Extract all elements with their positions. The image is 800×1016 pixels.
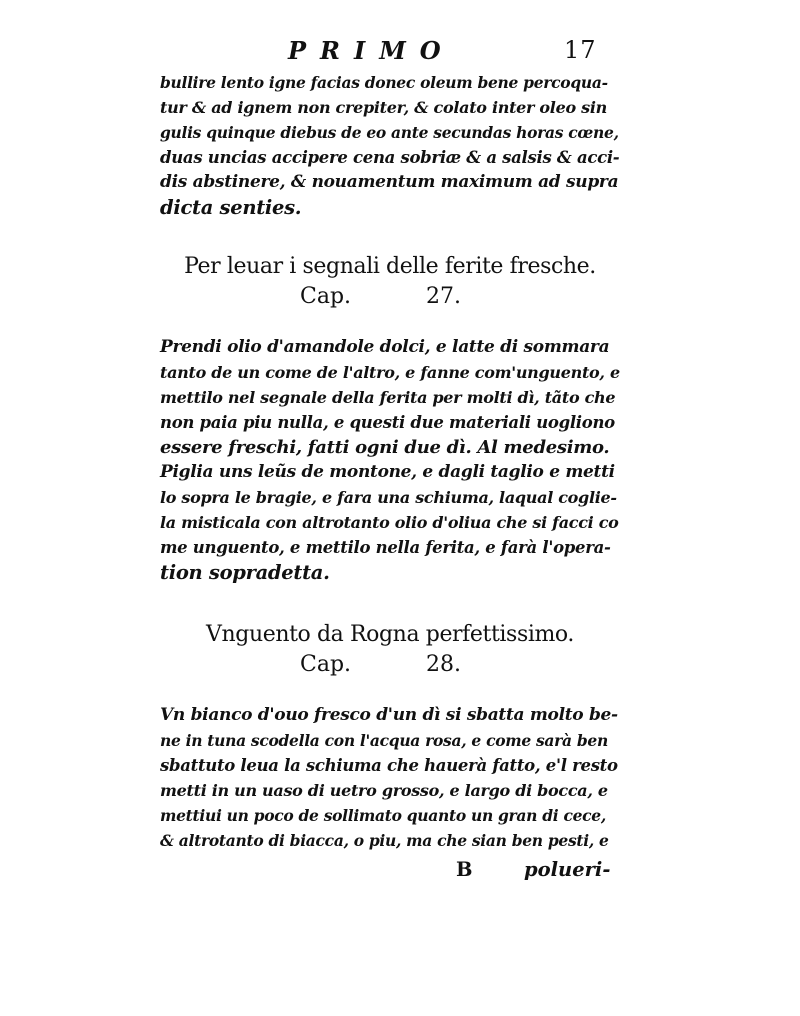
- text-line: Vn bianco d'ouo fresco d'un dì si sbatta molto be-: [160, 705, 618, 725]
- page-number: 17: [564, 36, 597, 64]
- text-line: gulis quinque diebus de eo ante secundas horas cœne,: [160, 123, 619, 142]
- text-line: me unguento, e mettilo nella ferita, e farà l'opera-: [160, 538, 611, 557]
- cap-number: 27.: [426, 284, 461, 309]
- chapter-label: [160, 650, 620, 680]
- paragraph-continued: [160, 70, 620, 220]
- text-line: mettilo nel segnale della ferita per molti dì, tãto che: [160, 388, 616, 407]
- chapter-28-body: [160, 703, 620, 853]
- cap-label: Cap.: [300, 652, 352, 677]
- text-line: dis abstinere, & nouamentum maximum ad supra: [160, 172, 619, 192]
- text-line: dicta senties.: [160, 196, 302, 219]
- signature-mark: B: [456, 858, 473, 881]
- page-footer: [160, 858, 620, 886]
- chapter-27-body: [160, 335, 620, 585]
- chapter-heading-28: [160, 620, 620, 680]
- text-line: sbattuto leua la schiuma che hauerà fatto, e'l resto: [160, 756, 618, 775]
- cap-label: Cap.: [300, 284, 352, 309]
- text-line: tanto de un come de l'altro, e fanne com'unguento, e: [160, 363, 620, 382]
- text-line: ne in tuna scodella con l'acqua rosa, e come sarà ben: [160, 731, 608, 750]
- text-line: tion sopradetta.: [160, 561, 330, 584]
- text-line: Piglia uns leũs de montone, e dagli taglio e metti: [160, 462, 615, 482]
- chapter-title: Per leuar i segnali delle ferite fresche.: [184, 254, 596, 279]
- catchword: polueri-: [524, 858, 611, 881]
- text-line: Prendi olio d'amandole dolci, e latte di sommara: [160, 337, 610, 357]
- chapter-label: [160, 282, 620, 312]
- text-line: essere freschi, fatti ogni due dì. Al medesimo.: [160, 437, 610, 458]
- text-line: & altrotanto di biacca, o piu, ma che sian ben pesti, e: [160, 831, 609, 850]
- text-line: tur & ad ignem non crepiter, & colato inter oleo sin: [160, 98, 607, 117]
- chapter-heading-27: [160, 252, 620, 312]
- chapter-title: Vnguento da Rogna perfettissimo.: [206, 622, 574, 647]
- cap-number: 28.: [426, 652, 461, 677]
- text-line: lo sopra le bragie, e fara una schiuma, laqual coglie-: [160, 488, 617, 507]
- text-line: bullire lento igne facias donec oleum bene percoqua-: [160, 73, 608, 92]
- text-line: duas uncias accipere cena sobriæ & a salsis & acci-: [160, 148, 620, 167]
- running-title: PRIMO: [288, 36, 455, 65]
- text-line: non paia piu nulla, e questi due materiali uogliono: [160, 413, 615, 432]
- text-line: metti in un uaso di uetro grosso, e largo di bocca, e: [160, 781, 608, 800]
- text-line: mettiui un poco de sollimato quanto un gran di cece,: [160, 806, 606, 825]
- running-head: [288, 36, 608, 72]
- text-line: la misticala con altrotanto olio d'oliua che si facci co: [160, 513, 619, 532]
